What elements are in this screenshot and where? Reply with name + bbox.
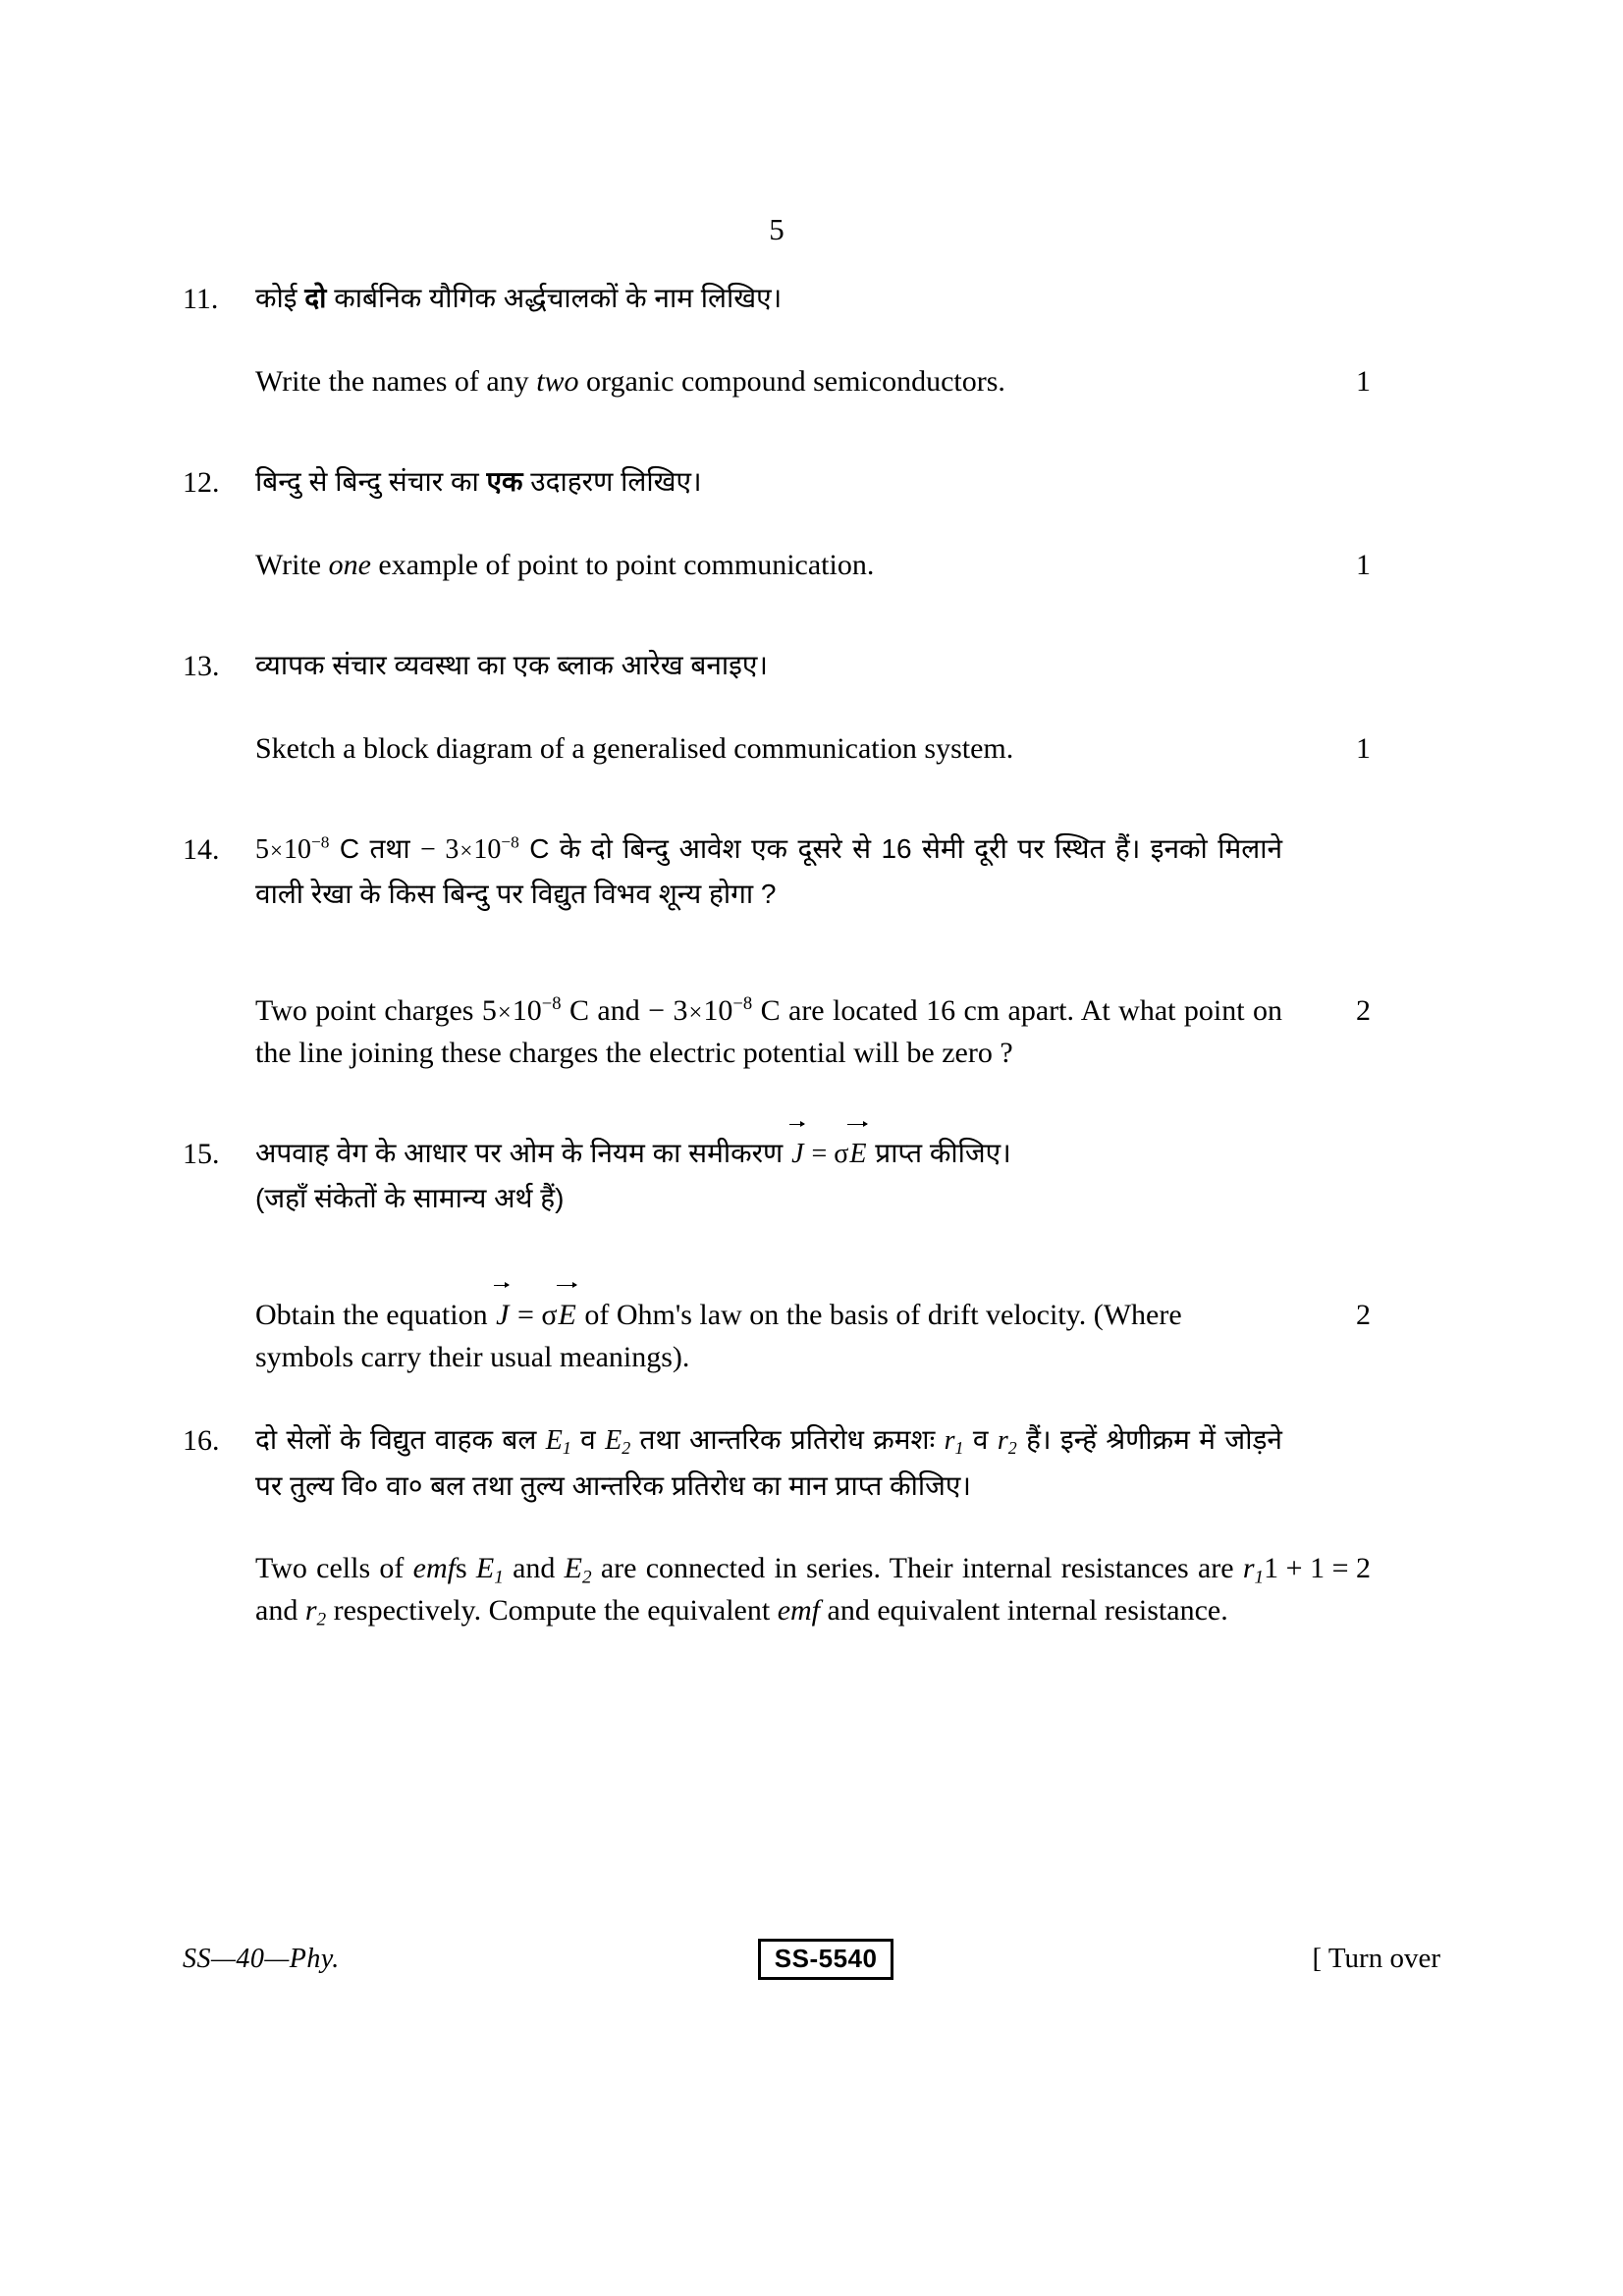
question-14-hindi-row xyxy=(183,827,1371,917)
spacer xyxy=(183,1508,1371,1547)
question-12-hindi-text xyxy=(255,459,1282,504)
question-11-hindi-row xyxy=(183,276,1371,321)
q16-hindi-part2: व xyxy=(570,1424,606,1456)
q12-eng-post: example of point to point communication. xyxy=(370,548,875,581)
question-14-english-row xyxy=(183,989,1371,1074)
q14-eng-charge1: $5\times 10^{-8}$ xyxy=(481,992,562,1027)
q11-eng-italic: two xyxy=(536,364,579,398)
q14-hindi-part1: C तथा xyxy=(329,833,420,864)
q14-hindi-part2: C के दो बिन्दु आवेश एक दूसरे से 16 सेमी दूरी पर स्थित हैं। इनको मिलाने वाली रेखा के किस बिन्दु पर विद्युत विभव शून्य होगा ? xyxy=(255,833,1282,910)
symbol-r1: $r_1$ xyxy=(944,1425,964,1459)
q15-eng-part1: Obtain the equation xyxy=(255,1298,496,1331)
q16-eng-part2: s xyxy=(455,1551,476,1584)
q15-equation xyxy=(790,1139,867,1169)
multiply-sign: × xyxy=(270,838,283,863)
q15-eng-part2: of Ohm's law on the basis of drift velocity. (Where symbols carry their usual meanings). xyxy=(255,1298,1182,1373)
question-14-number-blank xyxy=(183,989,255,991)
question-16-hindi-row xyxy=(183,1417,1371,1508)
q16-eng-part6: respectively. Compute the equivalent xyxy=(326,1594,778,1628)
q12-hindi-post: उदाहरण लिखिए। xyxy=(522,466,702,497)
question-15-number: 15. xyxy=(183,1138,220,1171)
question-12 xyxy=(183,459,1371,586)
vector-e: E xyxy=(848,1132,867,1176)
q12-hindi-bold: एक xyxy=(486,466,523,497)
q14-eng-charge2-exponent: −8 xyxy=(732,992,753,1014)
multiply-sign: × xyxy=(688,998,703,1026)
sigma-symbol: σ xyxy=(541,1298,558,1331)
q12-eng-italic: one xyxy=(328,548,371,581)
question-15-hindi-row2 xyxy=(183,1176,1371,1220)
question-16-english-text xyxy=(255,1547,1264,1631)
footer-serial-code-box: SS-5540 xyxy=(758,1939,894,1980)
question-16-number: 16. xyxy=(183,1424,220,1458)
question-15-hindi-row xyxy=(183,1131,1371,1176)
question-11-english-row xyxy=(183,360,1371,403)
page-content xyxy=(183,214,1371,1631)
symbol-r2: $r_2$ xyxy=(997,1425,1017,1459)
q11-hindi-bold: दो xyxy=(304,283,327,313)
question-11-english-text xyxy=(255,360,1282,402)
question-11-marks: 1 xyxy=(1356,364,1371,398)
spacer xyxy=(183,321,1371,360)
sigma-symbol: σ xyxy=(834,1139,849,1170)
q15-hindi-part2: प्राप्त कीजिए। xyxy=(867,1138,1011,1169)
question-13-english-text: Sketch a block diagram of a generalised communication system. xyxy=(255,731,1014,765)
q14-charge2: − $3\times 10^{-8}$ xyxy=(419,832,519,865)
q16-eng-part4: are connected in series. Their internal resistances are xyxy=(591,1551,1243,1584)
question-16-english-row xyxy=(183,1547,1371,1631)
question-16-number-blank xyxy=(183,1547,255,1549)
q11-hindi-pre: कोई xyxy=(255,283,305,313)
question-15-english-text xyxy=(255,1294,1282,1378)
q16-eng-part1: Two cells of xyxy=(255,1551,413,1584)
vector-e: E xyxy=(558,1294,577,1336)
q16-eng-part3: and xyxy=(503,1551,565,1584)
q16-emf-italic: emf xyxy=(412,1551,456,1584)
spacer xyxy=(183,917,1371,989)
q14-charge1: $5\times 10^{-8}$ xyxy=(255,832,330,865)
question-16 xyxy=(183,1417,1371,1631)
spacer xyxy=(183,1074,1371,1131)
q14-eng-part1: Two point charges xyxy=(255,993,482,1027)
question-12-hindi-row xyxy=(183,459,1371,505)
q14-eng-charge2: − $3\times 10^{-8}$ xyxy=(648,992,753,1027)
multiply-sign: × xyxy=(497,998,512,1026)
q12-hindi-pre: बिन्दु से बिन्दु संचार का xyxy=(255,466,487,497)
question-13-hindi-text: व्यापक संचार व्यवस्था का एक ब्लाक आरेख बनाइए। xyxy=(255,650,769,680)
question-11-hindi-text xyxy=(255,276,1282,320)
question-11-number-blank xyxy=(183,360,255,362)
equals-sign: = xyxy=(510,1298,542,1331)
spacer xyxy=(183,1221,1371,1294)
symbol-r1: $r_1$ xyxy=(1242,1551,1265,1588)
q16-eng-part7: and equivalent internal resistance. xyxy=(820,1594,1228,1628)
q16-emf-italic-2: emf xyxy=(777,1594,821,1628)
q14-charge2-exponent: −8 xyxy=(501,832,519,852)
symbol-E2: $E_2$ xyxy=(564,1551,592,1588)
question-14-marks: 2 xyxy=(1356,993,1371,1027)
q14-eng-part2: C and xyxy=(561,993,649,1027)
question-12-marks: 1 xyxy=(1356,548,1371,581)
question-15-hindi-line2: (जहाँ संकेतों के सामान्य अर्थ हैं) xyxy=(255,1183,565,1214)
question-13-english-row xyxy=(183,727,1371,771)
question-15-hindi-text xyxy=(255,1131,1282,1176)
footer-turn-over: [ Turn over xyxy=(1312,1943,1440,1975)
question-16-marks: 1 + 1 = 2 xyxy=(1264,1551,1371,1584)
spacer xyxy=(183,770,1371,827)
spacer xyxy=(183,402,1371,459)
multiply-sign: × xyxy=(460,838,473,863)
vector-j: J xyxy=(790,1132,804,1176)
q14-eng-charge1-exponent: −8 xyxy=(541,992,562,1014)
q16-hindi-part1: दो सेलों के विद्युत वाहक बल xyxy=(255,1424,546,1456)
equals-sign: = xyxy=(804,1139,835,1170)
q14-eng-part3: C are located 16 cm apart. At what point on the line joining these charges the electric potential will be zero ? xyxy=(255,993,1283,1069)
spacer xyxy=(183,586,1371,643)
q15-hindi-part1: अपवाह वेग के आधार पर ओम के नियम का समीकरण xyxy=(255,1138,791,1169)
q14-charge1-exponent: −8 xyxy=(310,832,330,852)
question-14-number: 14. xyxy=(183,833,220,866)
vector-j: J xyxy=(495,1294,510,1336)
question-14-english-text xyxy=(255,989,1282,1074)
symbol-r2: $r_2$ xyxy=(304,1594,327,1630)
symbol-E1: $E_1$ xyxy=(545,1425,571,1459)
question-13 xyxy=(183,643,1371,770)
question-15-number-blank2 xyxy=(183,1294,255,1296)
footer-paper-code: SS—40—Phy. xyxy=(183,1943,340,1974)
question-16-hindi-text xyxy=(255,1417,1282,1508)
question-15 xyxy=(183,1131,1371,1378)
question-13-marks: 1 xyxy=(1356,731,1371,765)
question-15-marks: 2 xyxy=(1356,1298,1371,1331)
question-15-english-row xyxy=(183,1294,1371,1378)
q11-eng-pre: Write the names of any xyxy=(255,364,537,398)
q16-hindi-part5: हैं। इन्हें श्रेणीक्रम में जोड़ने पर तुल्य वि० वा० बल तथा तुल्य आन्तरिक प्रतिरोध का मान प्राप्त कीजिए। xyxy=(255,1424,1282,1501)
q16-hindi-part4: व xyxy=(963,1424,998,1456)
question-12-number-blank xyxy=(183,544,255,546)
q16-hindi-part3: तथा आन्तरिक प्रतिरोध क्रमशः xyxy=(630,1424,945,1456)
symbol-E1: $E_1$ xyxy=(475,1551,504,1588)
question-14 xyxy=(183,827,1371,1074)
q11-eng-post: organic compound semiconductors. xyxy=(578,364,1005,398)
symbol-E2: $E_2$ xyxy=(605,1425,631,1459)
question-12-english-text xyxy=(255,544,1282,586)
q11-hindi-post: कार्बनिक यौगिक अर्द्धचालकों के नाम लिखिए। xyxy=(326,283,783,313)
q12-eng-pre: Write xyxy=(255,548,329,581)
question-14-hindi-text xyxy=(255,827,1282,917)
question-13-hindi-row xyxy=(183,643,1371,688)
spacer xyxy=(183,505,1371,544)
question-13-number: 13. xyxy=(183,650,220,682)
question-13-number-blank xyxy=(183,727,255,729)
question-11-number: 11. xyxy=(183,283,219,315)
spacer xyxy=(183,1378,1371,1417)
question-15-number-blank xyxy=(183,1176,255,1178)
q15-eng-equation xyxy=(495,1299,577,1331)
question-12-english-row xyxy=(183,544,1371,587)
question-11 xyxy=(183,276,1371,402)
page-number: 5 xyxy=(769,212,784,246)
question-12-number: 12. xyxy=(183,466,220,499)
q16-eng-part5: and xyxy=(255,1594,305,1628)
page-footer xyxy=(183,1939,1440,1980)
spacer xyxy=(183,688,1371,727)
